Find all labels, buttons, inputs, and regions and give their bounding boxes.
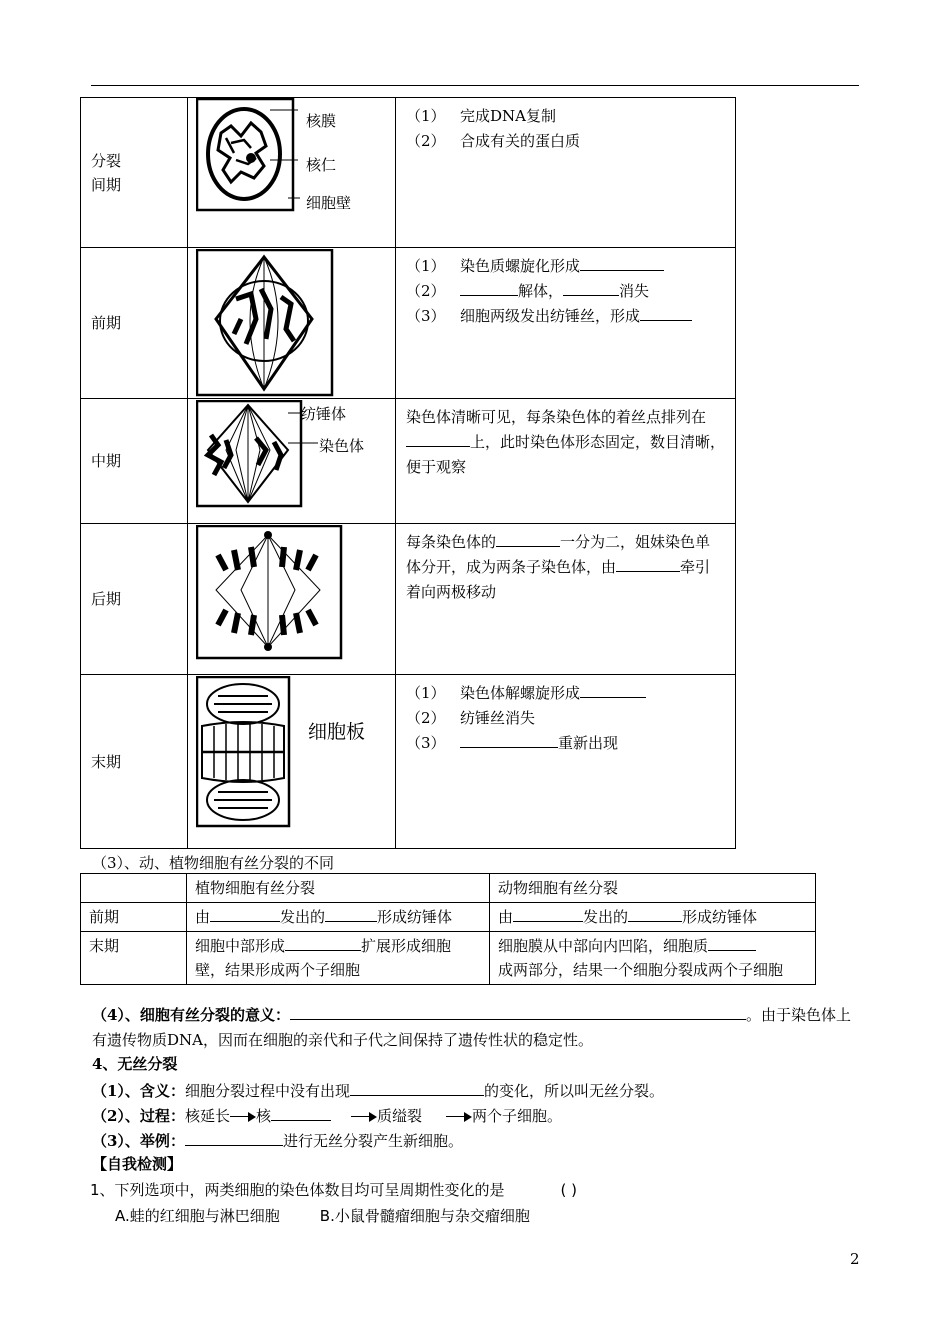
diff-row-prophase-stage: 前期 — [81, 903, 187, 932]
label-cell-plate: 细胞板 — [308, 721, 366, 743]
option-a[interactable]: A.蛙的红细胞与淋巴细胞 — [115, 1207, 280, 1225]
stage-metaphase: 中期 — [81, 399, 188, 524]
diff-row-prophase-plant: 由 发出的 形成纺锤体 — [187, 903, 490, 932]
label-spindle: 纺锤体 — [301, 405, 347, 423]
interphase-figure — [188, 98, 396, 248]
prophase-cell-icon — [196, 249, 334, 397]
amitosis-process: （2）、过程：核延长 核 质缢裂 两个子细胞。 — [92, 1104, 562, 1126]
stage-telophase: 末期 — [81, 675, 188, 849]
page-number: 2 — [850, 1250, 860, 1268]
stage-anaphase: 后期 — [81, 524, 188, 675]
diff-row-telophase-animal: 细胞膜从中部向内凹陷，细胞质 成两部分，结果一个细胞分裂成两个子细胞 — [490, 932, 816, 985]
anaphase-description: 每条染色体的 一分为二，姐妹染色单 体分开，成为两条子染色体，由 牵引 着向两极移动 — [396, 524, 736, 675]
amitosis-example: （3）、举例： 进行无丝分裂产生新细胞。 — [92, 1129, 463, 1151]
stage-interphase: 分裂 间期 — [81, 98, 188, 248]
significance-line-2: 有遗传物质DNA，因而在细胞的亲代和子代之间保持了遗传性状的稳定性。 — [92, 1031, 593, 1049]
anaphase-figure — [188, 524, 396, 675]
diff-header-animal: 动物细胞有丝分裂 — [490, 874, 816, 903]
diff-row-prophase-animal: 由 发出的 形成纺锤体 — [490, 903, 816, 932]
anaphase-cell-icon — [196, 525, 344, 661]
metaphase-figure — [188, 399, 396, 524]
plant-animal-diff-table — [80, 873, 816, 985]
prophase-figure — [188, 248, 396, 399]
label-nucleolus: 核仁 — [306, 156, 337, 174]
label-nuclear-membrane: 核膜 — [306, 112, 337, 130]
telophase-cell-icon — [196, 676, 292, 828]
question-1-options — [115, 1205, 530, 1226]
amitosis-title: 4、无丝分裂 — [92, 1055, 178, 1073]
arrow-icon — [351, 1112, 377, 1122]
significance-line: （4）、细胞有丝分裂的意义： 。由于染色体上 — [92, 1003, 851, 1025]
label-chromosome: 染色体 — [319, 437, 365, 455]
mitosis-phase-table — [80, 97, 736, 849]
metaphase-description: 染色体清晰可见，每条染色体的着丝点排列在 上，此时染色体形态固定，数目清晰， 便于观察 — [396, 399, 736, 524]
interphase-description: （1） 完成DNA复制 （2） 合成有关的蛋白质 — [396, 98, 736, 248]
telophase-figure — [188, 675, 396, 849]
stage-prophase: 前期 — [81, 248, 188, 399]
selftest-title: 【自我检测】 — [92, 1155, 183, 1173]
diff-header-empty — [81, 874, 187, 903]
amitosis-meaning: （1）、含义：细胞分裂过程中没有出现 的变化，所以叫无丝分裂。 — [92, 1079, 664, 1101]
arrow-icon — [230, 1112, 256, 1122]
arrow-icon — [446, 1112, 472, 1122]
telophase-description: （1） 染色体解螺旋形成 （2） 纺锤丝消失 （3） 重新出现 — [396, 675, 736, 849]
diff-header-plant: 植物细胞有丝分裂 — [187, 874, 490, 903]
diff-row-telophase-stage: 末期 — [81, 932, 187, 985]
option-b[interactable]: B.小鼠骨髓瘤细胞与杂交瘤细胞 — [319, 1207, 530, 1225]
header-rule — [91, 85, 859, 86]
diff-row-telophase-plant: 细胞中部形成 扩展形成细胞 壁，结果形成两个子细胞 — [187, 932, 490, 985]
question-1: 1、下列选项中，两类细胞的染色体数目均可呈周期性变化的是 ( ) — [90, 1181, 578, 1199]
plant-animal-diff-title: （3）、动、植物细胞有丝分裂的不同 — [92, 854, 335, 872]
prophase-description: （1） 染色质螺旋化形成 （2） 解体， 消失 （3） 细胞两级发出纺锤丝，形成 — [396, 248, 736, 399]
label-cell-wall: 细胞壁 — [306, 194, 352, 212]
